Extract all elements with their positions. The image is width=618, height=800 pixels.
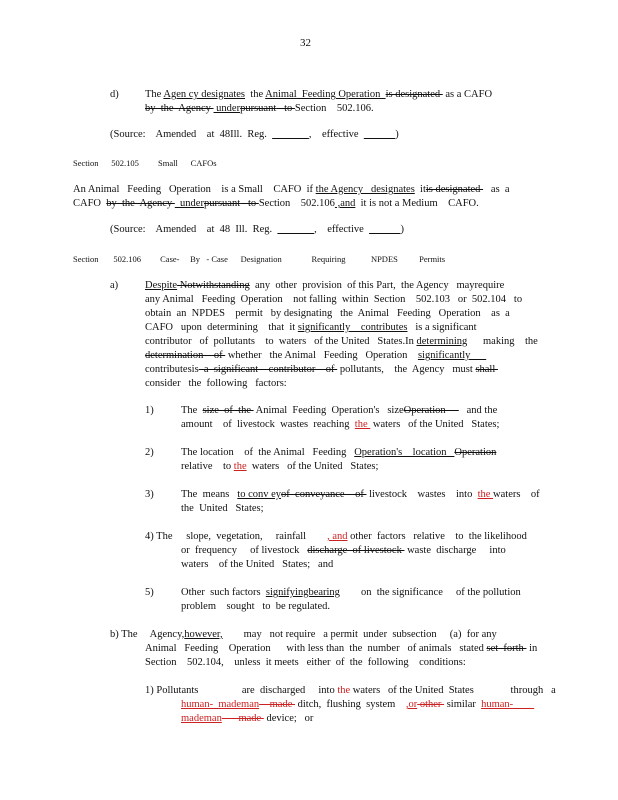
text: contributor of pollutants to waters of the United States.In — [145, 336, 417, 347]
inserted-text: the — [337, 685, 351, 696]
deleted-text: set forth — [486, 643, 527, 654]
text: relative to — [181, 461, 234, 472]
condition-1-line-3 — [181, 712, 313, 726]
deleted-text: determination of — [145, 350, 226, 361]
factor-4-line-3: waters of the United States; and — [181, 559, 334, 570]
text: may not require a permit under subsection (a) for any — [222, 629, 497, 640]
deleted-text: is designated — [425, 184, 484, 195]
inserted-text: significantly — [417, 350, 487, 361]
inserted-text: human- — [481, 699, 535, 710]
text: slope, vegetation, rainfall — [181, 531, 328, 542]
deleted-text: a significant contributor of — [198, 364, 338, 375]
blank-field — [272, 129, 309, 140]
deleted-text: made — [259, 699, 296, 710]
blank-field — [364, 129, 396, 140]
deleted-text: -made — [221, 713, 264, 724]
deleted-text: to — [240, 198, 259, 209]
inserted-text: ,or — [405, 699, 418, 710]
deleted-text: of conveyance of — [281, 489, 367, 500]
factor-1-line-1 — [181, 404, 497, 418]
factor-4-line-2 — [181, 544, 506, 558]
inserted-text: Agen cy designates — [163, 89, 246, 100]
deleted-text: by the Agency — [145, 103, 214, 114]
deleted-text: pursuant — [203, 198, 241, 209]
text: on the significance of the pollution — [339, 587, 521, 598]
condition-1-line-1 — [234, 684, 556, 698]
text: (Source: Amended at 48Ill. Reg. — [110, 129, 273, 140]
text: contributesis — [145, 364, 199, 375]
inserted-text: , and — [327, 531, 348, 542]
factor-1-label: 1) — [145, 405, 154, 416]
text: The — [181, 405, 203, 416]
deleted-text: pursuant — [240, 103, 277, 114]
inserted-text: under — [213, 103, 241, 114]
inserted-text: Despite — [145, 280, 178, 291]
text: waters of the United States through a — [350, 685, 556, 696]
inserted-text: determining — [416, 336, 468, 347]
text: Section 502.106 — [258, 198, 335, 209]
item-d-line-1 — [145, 88, 492, 102]
inserted-text: Animal Feeding Operation — [265, 89, 386, 100]
text: livestock wastes into — [366, 489, 478, 500]
item-a-line-8: consider the following factors: — [145, 378, 287, 389]
text: Animal Feeding Operation's size — [253, 405, 404, 416]
section-502-105-line-1 — [73, 183, 510, 197]
text: CAFO upon determining that it — [145, 322, 298, 333]
text: is a significant — [407, 322, 477, 333]
inserted-text: signifyingbearing — [265, 587, 340, 598]
page-number: 32 — [300, 37, 311, 49]
factor-2-label: 2) — [145, 447, 154, 458]
factor-1-line-2 — [181, 418, 499, 432]
text: ) — [395, 129, 399, 140]
text: ) — [400, 224, 405, 235]
factor-2-line-1 — [181, 446, 496, 460]
item-a-line-4 — [145, 321, 477, 335]
factor-5-line-1 — [181, 586, 521, 600]
item-b-line-3: Section 502.104, unless it meets either of the following conditions: — [145, 657, 466, 668]
deleted-text: shall — [475, 364, 498, 375]
text: device; or — [263, 713, 314, 724]
text: waters of the United States; — [370, 419, 500, 430]
text: making the — [467, 336, 538, 347]
text: Agency, — [145, 629, 185, 640]
section-502-106-heading: Section 502.106 Case- By - Case Designation Requiring NPDES Permits — [73, 254, 446, 264]
inserted-text: the — [354, 419, 371, 430]
text: (Source: Amended at 48 Ill. Reg. — [110, 224, 278, 235]
item-a-line-6 — [145, 349, 486, 363]
text: An Animal Feeding Operation is a Small CAFO if — [73, 184, 316, 195]
deleted-text: Notwithstanding — [177, 280, 250, 291]
text: or frequency of livestock — [181, 545, 308, 556]
deleted-text: to — [276, 103, 295, 114]
inserted-text: mademan — [181, 713, 222, 724]
inserted-text: to conv ey — [237, 489, 282, 500]
factor-3-line-2: the United States; — [181, 503, 264, 514]
text: whether the Animal Feeding Operation — [225, 350, 418, 361]
inserted-text: Operation's location — [354, 447, 455, 458]
item-d-line-2 — [145, 102, 374, 116]
text: waste discharge into — [404, 545, 506, 556]
factor-2-line-2 — [181, 460, 378, 474]
text: , effective — [314, 224, 370, 235]
text: it — [414, 184, 426, 195]
inserted-text: however, — [184, 629, 223, 640]
inserted-text: the — [233, 461, 247, 472]
text: similar — [444, 699, 482, 710]
text: pollutants, the Agency must — [337, 364, 476, 375]
deleted-text: size of the — [202, 405, 254, 416]
text: waters of the United States; — [246, 461, 379, 472]
section-502-105-line-2 — [73, 197, 479, 211]
text: in — [526, 643, 538, 654]
deleted-text: is designated — [385, 89, 443, 100]
inserted-text: the Agency designates — [315, 184, 415, 195]
text: ditch, flushing system — [295, 699, 406, 710]
item-a-label: a) — [110, 280, 119, 291]
text: any other provision of this Part, the Agency mayrequire — [249, 280, 505, 291]
text: amount of livestock wastes reaching — [181, 419, 355, 430]
text: CAFO — [73, 198, 107, 209]
text: Other such factors — [181, 587, 266, 598]
text: as a — [483, 184, 510, 195]
text: The means — [181, 489, 238, 500]
inserted-text: under — [174, 198, 204, 209]
text: Animal Feeding Operation with less than the number of animals stated — [145, 643, 487, 654]
deleted-text: discharge of livestock — [307, 545, 405, 556]
condition-1-label: 1) Pollutants — [145, 685, 199, 696]
blank-field — [277, 224, 314, 235]
factor-5-label: 5) — [145, 587, 154, 598]
text: The location of the Animal Feeding — [181, 447, 355, 458]
deleted-text: other — [417, 699, 445, 710]
source-note-1 — [110, 128, 399, 142]
factor-4-label: 4) The — [145, 531, 173, 542]
factor-3-line-1 — [181, 488, 540, 502]
inserted-text: the — [477, 489, 494, 500]
item-a-line-2: any Animal Feeding Operation not falling within Section 502.103 or 502.104 to — [145, 294, 523, 305]
item-a-line-3: obtain an NPDES permit by designating the Animal Feeding Operation as a — [145, 308, 510, 319]
text: and the — [458, 405, 498, 416]
item-b-label: b) The — [110, 629, 138, 640]
factor-4-line-1 — [181, 530, 527, 544]
source-note-2 — [110, 223, 404, 237]
inserted-text: significantly contributes — [297, 322, 408, 333]
text: the — [245, 89, 266, 100]
factor-5-line-2: problem sought to be regulated. — [181, 601, 331, 612]
deleted-text: Operation — [454, 447, 497, 458]
text: it is not a Medium CAFO. — [355, 198, 479, 209]
section-502-105-heading: Section 502.105 Small CAFOs — [73, 158, 217, 168]
text: waters of — [493, 489, 540, 500]
blank-field — [369, 224, 401, 235]
condition-1-line-2 — [181, 698, 534, 712]
text: , effective — [308, 129, 364, 140]
item-a-line-1 — [145, 279, 504, 293]
item-b-line-2 — [145, 642, 537, 656]
inserted-text: human- mademan — [181, 699, 260, 710]
item-b-line-1 — [145, 628, 497, 642]
deleted-text: by the Agency — [106, 198, 175, 209]
text: The — [145, 89, 164, 100]
text: as a CAFO — [442, 89, 493, 100]
item-d-label: d) — [110, 89, 119, 100]
text: are discharged into — [234, 685, 338, 696]
text: Section 502.106. — [294, 103, 374, 114]
item-a-line-5 — [145, 335, 538, 349]
item-a-line-7 — [145, 363, 498, 377]
text: other factors relative to the likelihood — [347, 531, 527, 542]
inserted-text: ,and — [334, 198, 356, 209]
deleted-text: Operation — [403, 405, 459, 416]
factor-3-label: 3) — [145, 489, 154, 500]
